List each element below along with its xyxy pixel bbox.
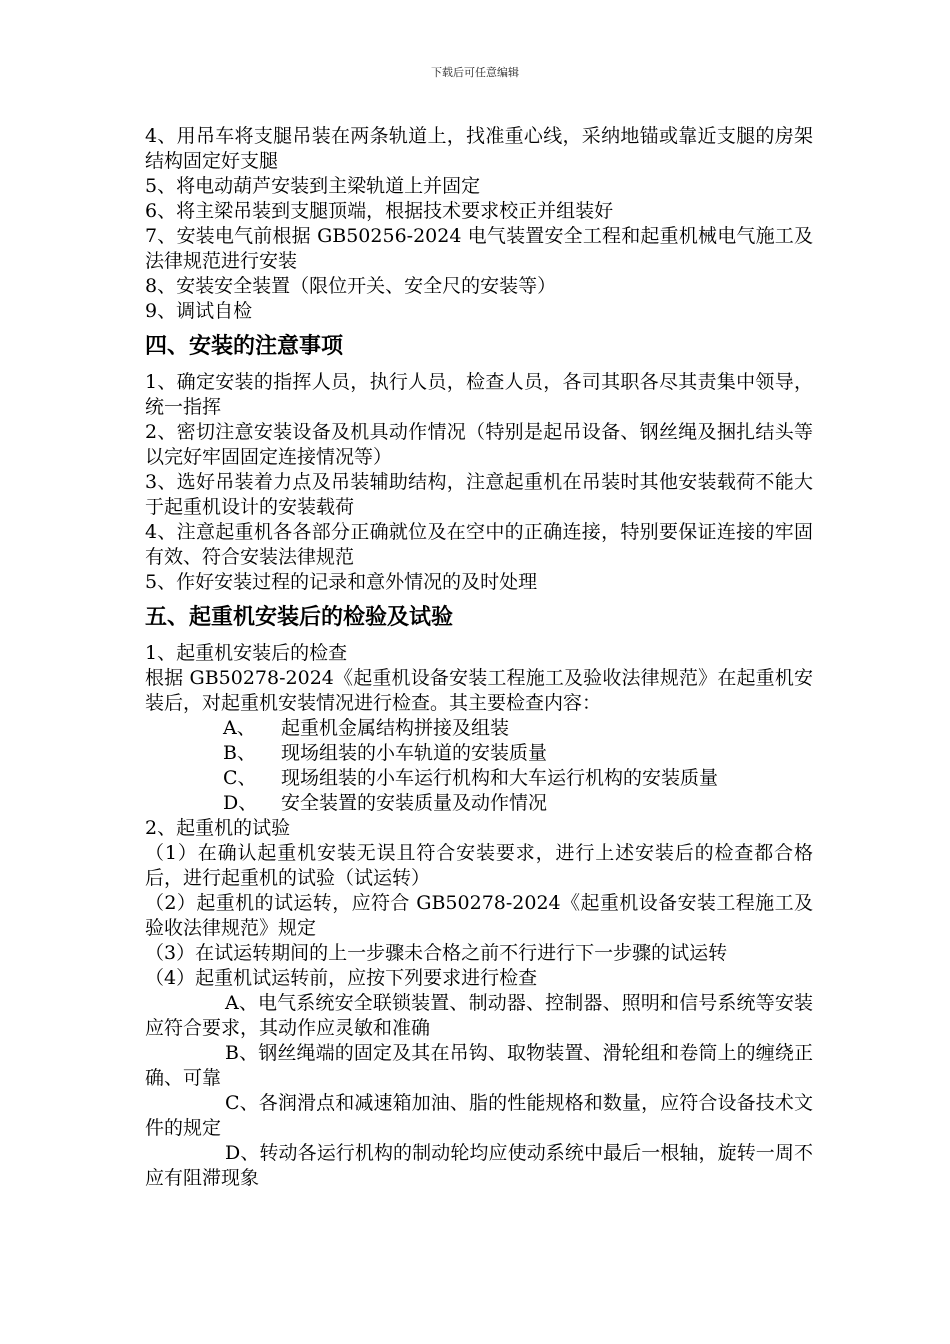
section-heading-5: 五、起重机安装后的检验及试验 xyxy=(145,605,454,630)
test-item-1: （1）在确认起重机安装无误且符合安装要求，进行上述安装后的检查都合格后，进行起重机的试验（试运转） xyxy=(145,842,813,889)
pre-check-c: C、各润滑点和减速箱加油、脂的性能规格和数量，应符合设备技术文件的规定 xyxy=(145,1092,813,1139)
step-item-8: 8、安装安全装置（限位开关、安全尺的安装等） xyxy=(145,275,557,297)
inspection-intro: 根据 GB50278-2024《起重机设备安装工程施工及验收法律规范》在起重机安装后，对起重机安装情况进行检查。其主要检查内容： xyxy=(145,667,813,714)
test-item-2: （2）起重机的试运转，应符合 GB50278-2024《起重机设备安装工程施工及验收法律规范》规定 xyxy=(145,892,813,939)
check-letter: D、 xyxy=(223,792,258,814)
test-item-3: （3）在试运转期间的上一步骤未合格之前不行进行下一步骤的试运转 xyxy=(145,942,728,964)
test-item-4: （4）起重机试运转前，应按下列要求进行检查 xyxy=(145,967,538,989)
subsection-title-testing: 2、起重机的试验 xyxy=(145,817,291,839)
check-text: 起重机金属结构拼接及组装 xyxy=(281,717,510,739)
pre-check-a: A、电气系统安全联锁装置、制动器、控制器、照明和信号系统等安装应符合要求，其动作应灵敏和准确 xyxy=(145,992,813,1039)
pre-check-b: B、钢丝绳端的固定及其在吊钩、取物装置、滑轮组和卷筒上的缠绕正确、可靠 xyxy=(145,1042,813,1089)
step-item-6: 6、将主梁吊装到支腿顶端，根据技术要求校正并组装好 xyxy=(145,200,614,222)
check-text: 现场组装的小车运行机构和大车运行机构的安装质量 xyxy=(281,767,719,789)
document-body xyxy=(145,124,813,1191)
caution-item-1: 1、确定安装的指挥人员，执行人员，检查人员，各司其职各尽其责集中领导，统一指挥 xyxy=(145,371,813,418)
check-item-c xyxy=(145,766,813,791)
step-item-4: 4、用吊车将支腿吊装在两条轨道上，找准重心线，采纳地锚或靠近支腿的房架结构固定好支腿 xyxy=(145,125,813,172)
check-letter: B、 xyxy=(223,742,256,764)
check-letter: C、 xyxy=(223,767,257,789)
check-item-a xyxy=(145,716,813,741)
step-item-7: 7、安装电气前根据 GB50256-2024 电气装置安全工程和起重机械电气施工及法律规范进行安装 xyxy=(145,225,813,272)
caution-item-4: 4、注意起重机各各部分正确就位及在空中的正确连接，特别要保证连接的牢固有效、符合安装法律规范 xyxy=(145,521,813,568)
check-text: 安全装置的安装质量及动作情况 xyxy=(281,792,548,814)
header-note: 下载后可任意编辑 xyxy=(431,66,519,79)
check-item-d xyxy=(145,791,813,816)
check-text: 现场组装的小车轨道的安装质量 xyxy=(281,742,548,764)
check-letter: A、 xyxy=(223,717,256,739)
step-item-5: 5、将电动葫芦安装到主梁轨道上并固定 xyxy=(145,175,481,197)
caution-item-2: 2、密切注意安装设备及机具动作情况（特别是起吊设备、钢丝绳及捆扎结头等以完好牢固固定连接情况等） xyxy=(145,421,813,468)
pre-check-d: D、转动各运行机构的制动轮均应使动系统中最后一根轴，旋转一周不应有阻滞现象 xyxy=(145,1142,813,1189)
section-heading-4: 四、安装的注意事项 xyxy=(145,334,344,359)
step-item-9: 9、调试自检 xyxy=(145,300,253,322)
caution-item-3: 3、选好吊装着力点及吊装辅助结构，注意起重机在吊装时其他安装载荷不能大于起重机设计的安装载荷 xyxy=(145,471,813,518)
check-item-b xyxy=(145,741,813,766)
caution-item-5: 5、作好安装过程的记录和意外情况的及时处理 xyxy=(145,571,538,593)
subsection-title-inspection: 1、起重机安装后的检查 xyxy=(145,642,348,664)
